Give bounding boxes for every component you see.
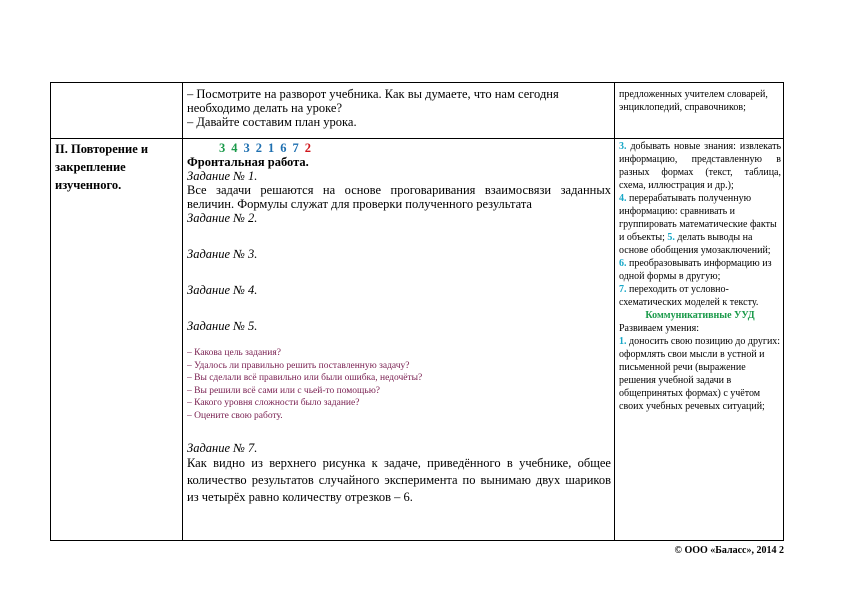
task-1-heading: Задание № 1. xyxy=(187,169,258,183)
reflection-question: – Какого уровня сложности было задание? xyxy=(187,398,360,409)
lesson-table xyxy=(50,82,784,541)
table-border-left xyxy=(50,82,51,541)
reflection-question: – Какова цель задания? xyxy=(187,348,281,358)
sequence-numbers xyxy=(187,139,611,155)
column-divider-1 xyxy=(182,82,183,541)
skill-number: 5. xyxy=(667,232,675,243)
task-3-heading: Задание № 3. xyxy=(187,247,258,261)
reflection-question: – Вы сделали всё правильно или были ошибка, недочёты? xyxy=(187,373,423,384)
header-right-cell xyxy=(619,88,779,138)
seq-number: 3 xyxy=(219,141,226,155)
skills-cell xyxy=(619,140,781,538)
front-work-heading: Фронтальная работа. xyxy=(187,155,309,169)
task-2-heading: Задание № 2. xyxy=(187,211,258,225)
header-middle-cell xyxy=(187,87,611,137)
communicative-heading: Коммуникативные УУД xyxy=(645,310,755,321)
instruction-line-1: – Посмотрите на разворот учебника. Как вы думаете, что нам сегодня необходимо делать на уроке? xyxy=(187,87,559,115)
skill-number: 3. xyxy=(619,141,627,152)
skill-text: делать выводы на основе обобщения умозаключений; xyxy=(619,232,771,256)
task-4-heading: Задание № 4. xyxy=(187,283,258,297)
skill-text: переходить от условно-схематических моделей к тексту. xyxy=(619,284,759,308)
skill-item-4 xyxy=(619,192,781,257)
table-border-right xyxy=(783,82,784,541)
task-7-heading: Задание № 7. xyxy=(187,440,258,455)
seq-number: 3 xyxy=(243,141,250,155)
instruction-line-2: – Давайте составим план урока. xyxy=(187,115,357,129)
seq-number: 2 xyxy=(304,141,311,155)
content-cell xyxy=(187,139,611,539)
skill-text: перерабатывать полученную информацию: сравнивать и группировать математические факты и объекты; xyxy=(619,193,777,243)
skill-item-3 xyxy=(619,140,781,192)
sources-text: предложенных учителем словарей, энциклопедий, справочников; xyxy=(619,89,768,113)
table-border-top xyxy=(50,82,784,83)
page-footer: © ООО «Баласс», 2014 2 xyxy=(674,545,784,556)
skill-item-7 xyxy=(619,283,781,309)
reflection-question: – Оцените свою работу. xyxy=(187,410,283,421)
skill-text: добывать новые знания: извлекать информацию, представленную в разных формах (текст, таблица, схема, иллюстрация и др.); xyxy=(619,141,781,191)
skill-number: 7. xyxy=(619,284,627,295)
task-1-text: Все задачи решаются на основе проговаривания взаимосвязи заданных величин. Формулы служат для проверки полученного результата xyxy=(187,183,611,211)
task-5-heading: Задание № 5. xyxy=(187,319,258,333)
skill-text: преобразовывать информацию из одной формы в другую; xyxy=(619,258,772,282)
skill-number: 1. xyxy=(619,336,627,347)
seq-number: 4 xyxy=(231,141,238,155)
skill-number: 6. xyxy=(619,258,627,269)
stage-cell xyxy=(55,140,179,220)
reflection-question: – Вы решили всё сами или с чьей-то помощью? xyxy=(187,385,381,396)
task-7-text: Как видно из верхнего рисунка к задаче, приведённого в учебнике, общее количество результатов случайного эксперимента по вынимаю двух шариков из четырёх равно количеству отрезков – 6. xyxy=(187,455,611,504)
table-border-bottom xyxy=(50,540,784,541)
comm-item-1 xyxy=(619,335,781,413)
seq-number: 6 xyxy=(280,141,287,155)
skill-number: 4. xyxy=(619,193,627,204)
column-divider-2 xyxy=(614,82,615,541)
stage-title: II. Повторение и закрепление изученного. xyxy=(55,142,149,192)
seq-number: 7 xyxy=(292,141,299,155)
reflection-question: – Удалось ли правильно решить поставленную задачу? xyxy=(187,360,410,371)
seq-number: 1 xyxy=(268,141,275,155)
seq-number: 2 xyxy=(255,141,262,155)
skill-item-6 xyxy=(619,257,781,283)
skill-text: доносить свою позицию до других: оформлять свои мысли в устной и письменной речи (выражение решения учебной задачи в общепринятых формах) с учётом своих учебных речевых ситуаций; xyxy=(619,336,781,412)
develop-skills-label: Развиваем умения: xyxy=(619,323,700,334)
